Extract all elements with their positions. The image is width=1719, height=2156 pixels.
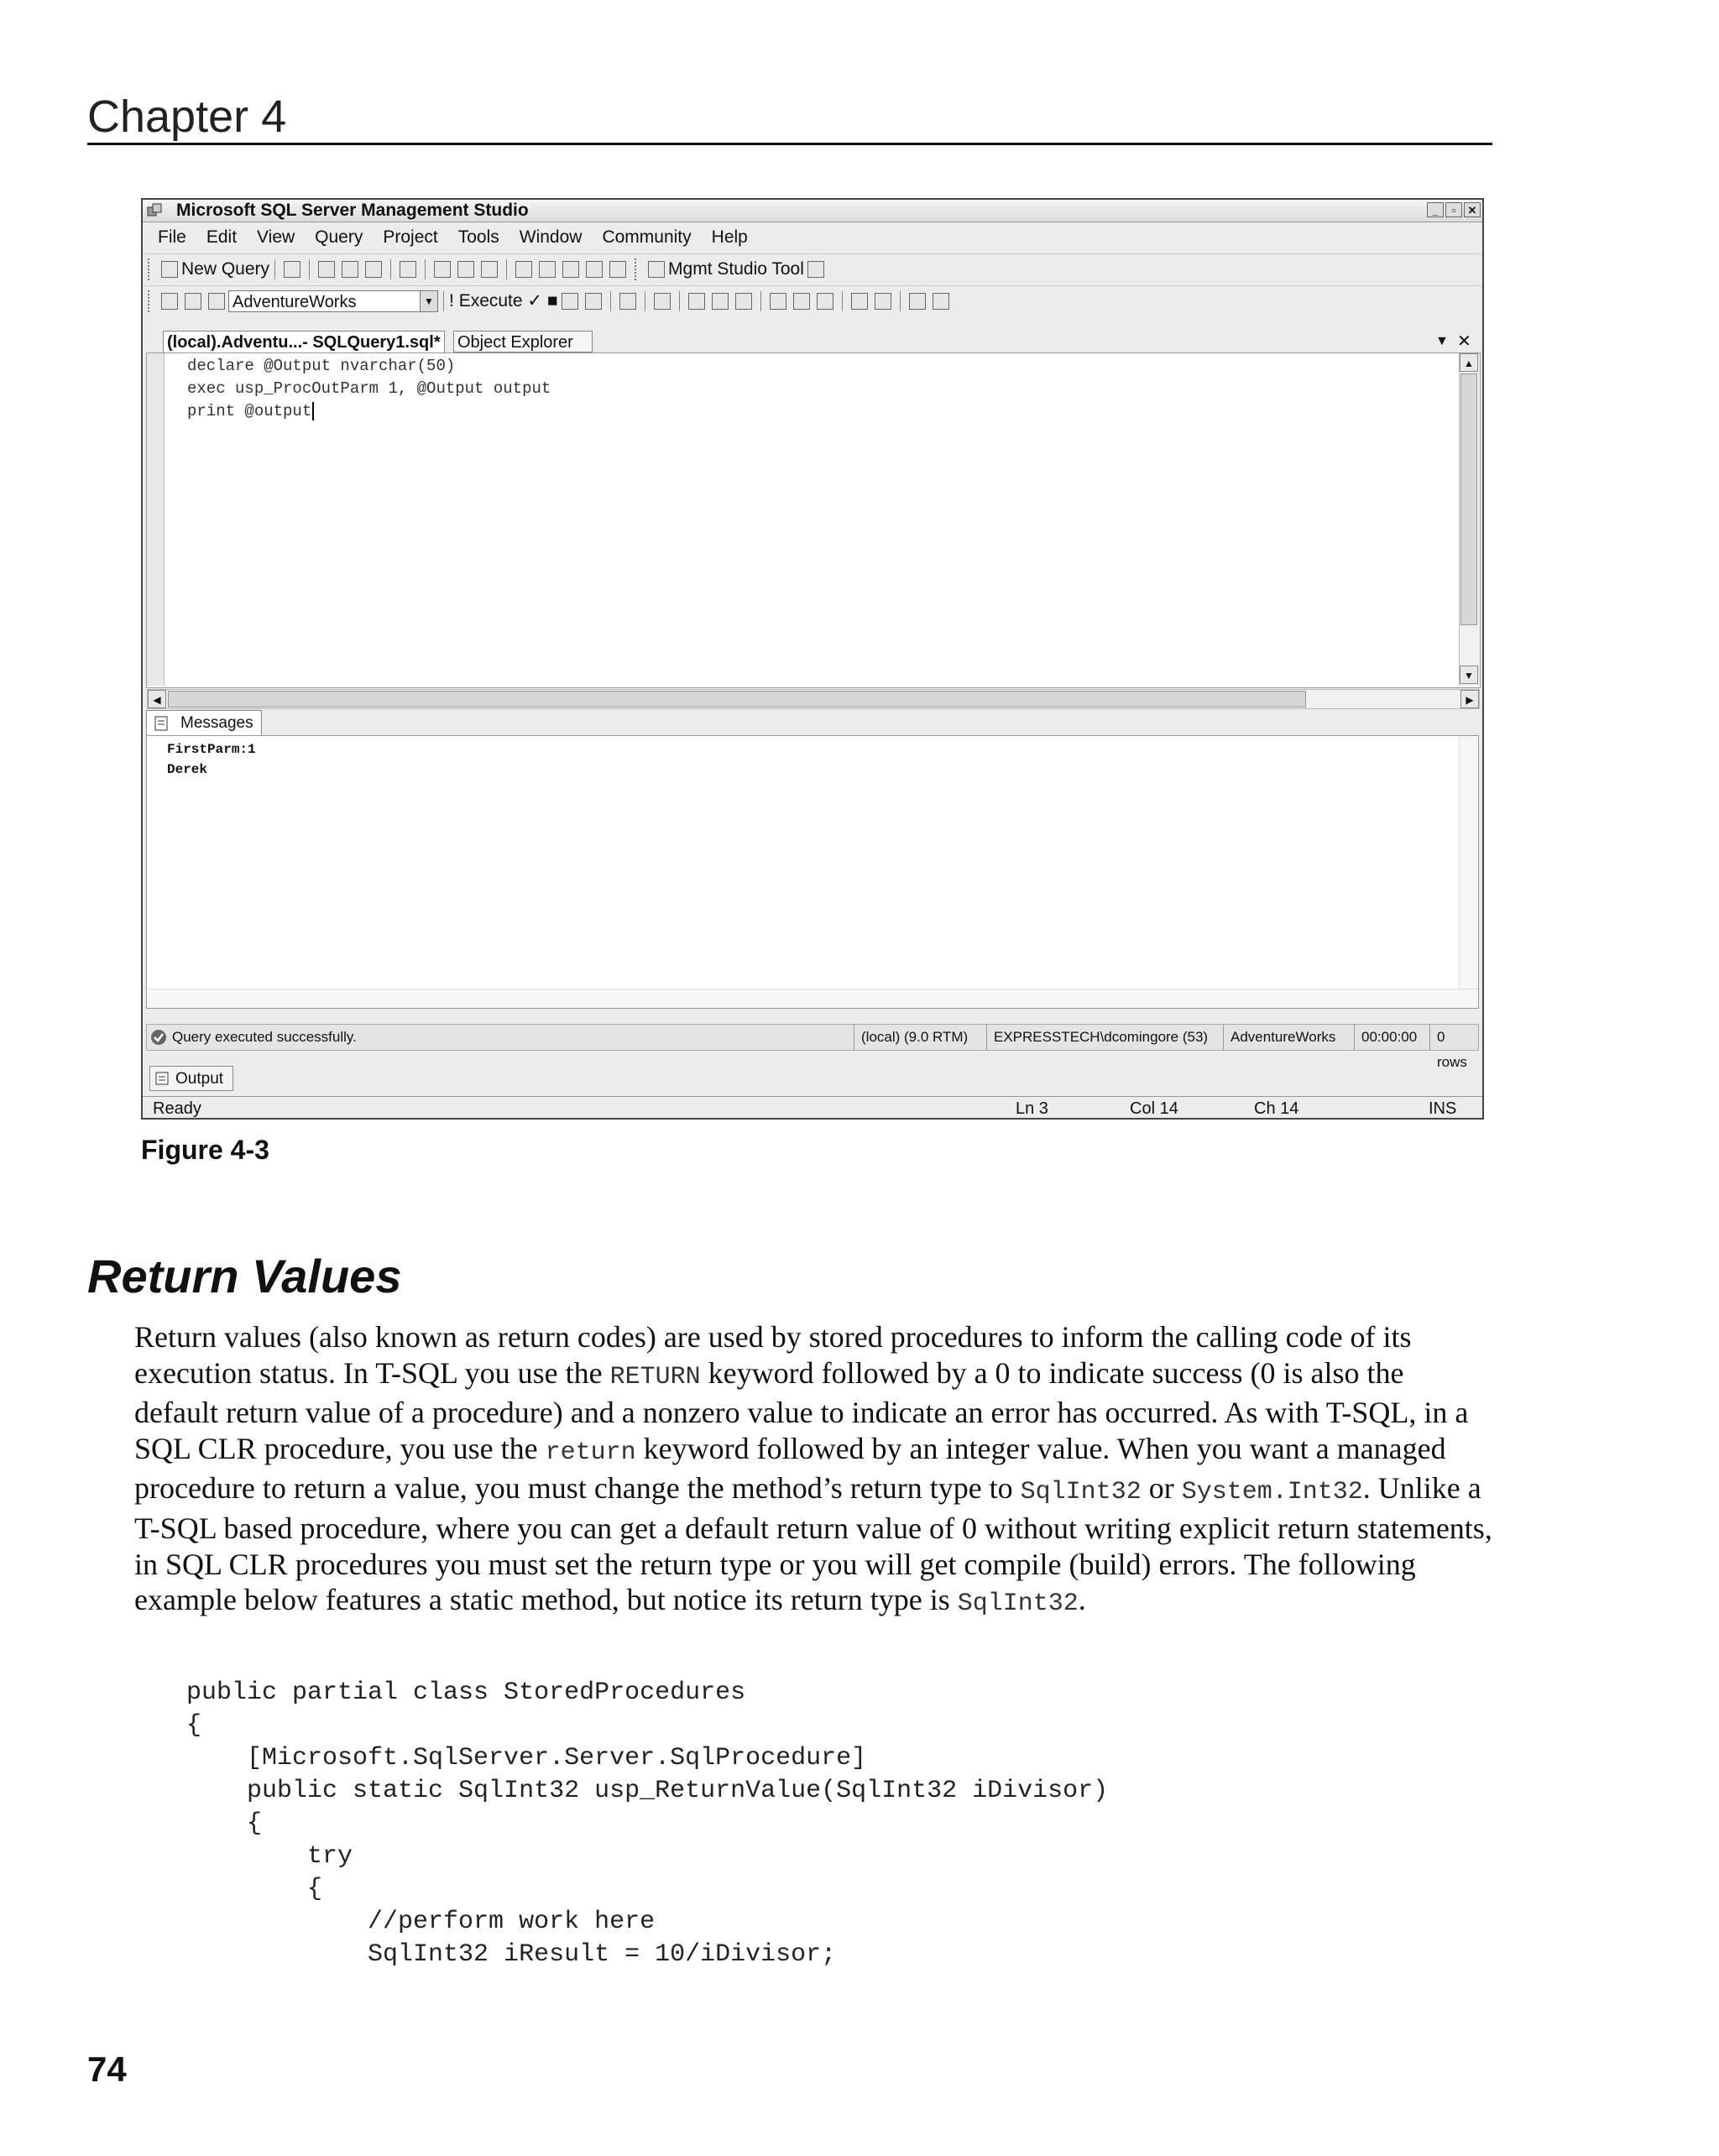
ssms-app-icon [146,202,163,219]
body-paragraph: Return values (also known as return codes) are used by stored procedures to inform the calling code of its execution status. In T-SQL you use the RETURN keyword followed by a 0 to indicate success (0 is also the default return value of a procedure) and a nonzero value to indicate an error has occurred. As with T-SQL, in a SQL CLR procedure, you use the return keyword followed by an integer value. When you want a managed procedure to return a value, you must change the method’s return type to SqlInt32 or System.Int32. Unlike a T-SQL based procedure, where you can get a default return value of 0 without writing explicit return statements, in SQL CLR procedures you must set the return type or you will get compile (build) errors. The following example below features a static method, but notice its return type is SqlInt32. [134,1320,1492,1619]
inline-code: SqlInt32 [957,1590,1079,1619]
scroll-thumb[interactable] [1460,373,1477,625]
menu-query[interactable]: Query [315,227,363,247]
messages-icon [154,715,170,732]
user-info: EXPRESSTECH\dcomingore (53) [986,1025,1223,1050]
column-number: Col 14 [1130,1099,1178,1118]
results-to-file-icon[interactable] [793,293,810,310]
template-explorer-icon[interactable] [562,261,579,278]
messages-pane[interactable] [146,735,1479,1009]
query-status-message: Query executed successfully. [172,1029,357,1045]
tab-messages[interactable] [146,710,262,735]
code-line: try [186,1842,353,1871]
results-to-text-icon[interactable] [735,293,752,310]
menu-edit[interactable]: Edit [206,227,238,247]
code-line: exec usp_ProcOutParm 1, @Output output [187,379,551,398]
restore-icon[interactable]: ▫ [1445,202,1462,217]
editor-gutter [147,353,165,686]
code-line: { [186,1875,323,1903]
new-query-icon [161,261,178,278]
window-title: Microsoft SQL Server Management Studio [176,201,529,220]
results-tabs [146,710,1479,735]
db-engine-query-icon[interactable] [318,261,335,278]
menu-window[interactable]: Window [519,227,583,247]
change-connection-icon[interactable] [208,293,225,310]
execute-button[interactable]: Execute [458,291,523,311]
disconnect-icon[interactable] [185,293,201,310]
toolbar-grip[interactable] [148,290,153,312]
inline-code: return [545,1438,636,1467]
query-designer-icon[interactable] [585,293,602,310]
mgmt-tool-icon [648,261,665,278]
object-explorer-icon[interactable] [539,261,556,278]
code-line: //perform work here [186,1908,656,1936]
code-line: { [186,1809,263,1838]
analysis-query-icon[interactable] [342,261,358,278]
display-plan-icon[interactable] [562,293,578,310]
parse-icon[interactable]: ✓ [527,291,543,311]
minimize-icon[interactable]: _ [1427,202,1444,217]
chevron-down-icon[interactable]: ▼ [420,291,437,311]
inline-code: SqlInt32 [1020,1478,1142,1507]
menu-tools[interactable]: Tools [457,227,499,247]
database-select[interactable] [228,290,438,312]
tab-list-dropdown-icon[interactable]: ▼ [1435,334,1449,348]
open-file-icon[interactable] [434,261,451,278]
output-icon [155,1072,169,1085]
save-icon[interactable] [457,261,474,278]
mdx-query-icon[interactable] [365,261,382,278]
toolbox-icon[interactable] [609,261,626,278]
refresh-icon[interactable] [807,261,824,278]
elapsed-time: 00:00:00 [1354,1025,1429,1050]
menu-view[interactable]: View [257,227,295,247]
title-bar [143,200,1482,222]
menu-file[interactable]: File [158,227,186,247]
intellisense-icon[interactable] [654,293,671,310]
sql-editor-toolbar [143,285,1482,316]
scroll-thumb[interactable] [168,691,1306,707]
editor-horizontal-scrollbar[interactable] [147,689,1480,709]
menu-project[interactable]: Project [383,227,438,247]
client-stats-icon[interactable] [712,293,729,310]
new-query-button[interactable]: New Query [181,259,270,279]
mgmt-studio-tool-button[interactable]: Mgmt Studio Tool [668,259,804,279]
scroll-up-icon[interactable]: ▲ [1460,353,1478,372]
code-line: public static SqlInt32 usp_ReturnValue(SqlInt32 iDivisor) [186,1777,1109,1805]
output-panel-row [146,1062,1479,1093]
database-info: AdventureWorks [1223,1025,1354,1050]
code-listing [186,1677,1108,1971]
scroll-down-icon[interactable]: ▼ [1460,666,1478,684]
messages-output [167,739,256,780]
char-number: Ch 14 [1254,1099,1299,1118]
editor-vertical-scrollbar[interactable] [1459,353,1480,686]
server-info: (local) (9.0 RTM) [854,1025,986,1050]
document-tabs [143,331,1482,352]
menu-bar [143,223,1482,252]
page-number: 74 [87,2049,127,2089]
scroll-left-icon[interactable]: ◀ [148,690,166,708]
execute-icon: ! [449,291,454,311]
code-line: public partial class StoredProcedures [186,1678,746,1707]
text-cursor [312,402,314,420]
code-line: SqlInt32 iResult = 10/iDivisor; [186,1940,837,1969]
close-icon[interactable]: ✕ [1464,202,1481,217]
connect-icon[interactable] [161,293,178,310]
toolbar-grip[interactable] [635,258,640,280]
message-line: Derek [167,762,208,777]
tab-object-explorer[interactable]: Object Explorer [453,331,593,352]
query-status-bar [146,1024,1479,1070]
tab-output[interactable] [149,1066,233,1091]
code-line: [Microsoft.SqlServer.Server.SqlProcedure] [186,1744,867,1772]
results-pane-icon[interactable] [817,293,833,310]
inline-code: RETURN [609,1362,701,1391]
insert-mode: INS [1429,1099,1457,1118]
ssms-window-screenshot [141,198,1484,1120]
tab-sqlquery1[interactable]: (local).Adventu...- SQLQuery1.sql* [163,331,445,352]
scroll-right-icon[interactable]: ▶ [1460,690,1479,708]
results-to-grid-icon[interactable] [770,293,786,310]
status-bar [143,1096,1482,1120]
row-count: 0 rows [1429,1025,1478,1050]
section-heading: Return Values [87,1250,402,1302]
increase-indent-icon[interactable] [933,293,949,310]
code-line: declare @Output nvarchar(50) [187,357,456,375]
toolbar-grip[interactable] [148,258,153,280]
messages-vertical-scrollbar[interactable] [1459,736,1478,1008]
database-select-value: AdventureWorks [233,293,357,312]
decrease-indent-icon[interactable] [909,293,926,310]
header-rule [87,143,1492,145]
success-check-icon [150,1029,167,1046]
comment-icon[interactable] [851,293,868,310]
cancel-query-icon[interactable]: ■ [546,291,558,311]
properties-icon[interactable] [586,261,603,278]
figure-caption: Figure 4-3 [141,1135,269,1165]
standard-toolbar [143,253,1482,285]
messages-horizontal-scrollbar[interactable] [147,989,1478,1008]
menu-community[interactable]: Community [602,227,692,247]
sql-editor[interactable] [146,352,1481,706]
close-tab-icon[interactable]: ✕ [1457,332,1471,351]
include-plan-icon[interactable] [688,293,705,310]
tab-messages-label: Messages [180,714,253,732]
sql-code[interactable] [187,355,551,423]
save-all-icon[interactable] [481,261,498,278]
xmla-query-icon[interactable] [400,261,416,278]
code-line: print @output [187,400,551,423]
message-line: FirstParm:1 [167,742,256,757]
chapter-header: Chapter 4 [87,91,287,142]
uncomment-icon[interactable] [875,293,891,310]
line-number: Ln 3 [1016,1099,1048,1118]
code-line: { [186,1711,202,1740]
new-file-icon[interactable] [284,261,300,278]
menu-help[interactable]: Help [711,227,748,247]
inline-code: System.Int32 [1181,1478,1363,1507]
specify-values-icon[interactable] [619,293,636,310]
tab-output-label: Output [175,1070,224,1088]
registered-servers-icon[interactable] [515,261,532,278]
ready-status: Ready [153,1099,201,1118]
